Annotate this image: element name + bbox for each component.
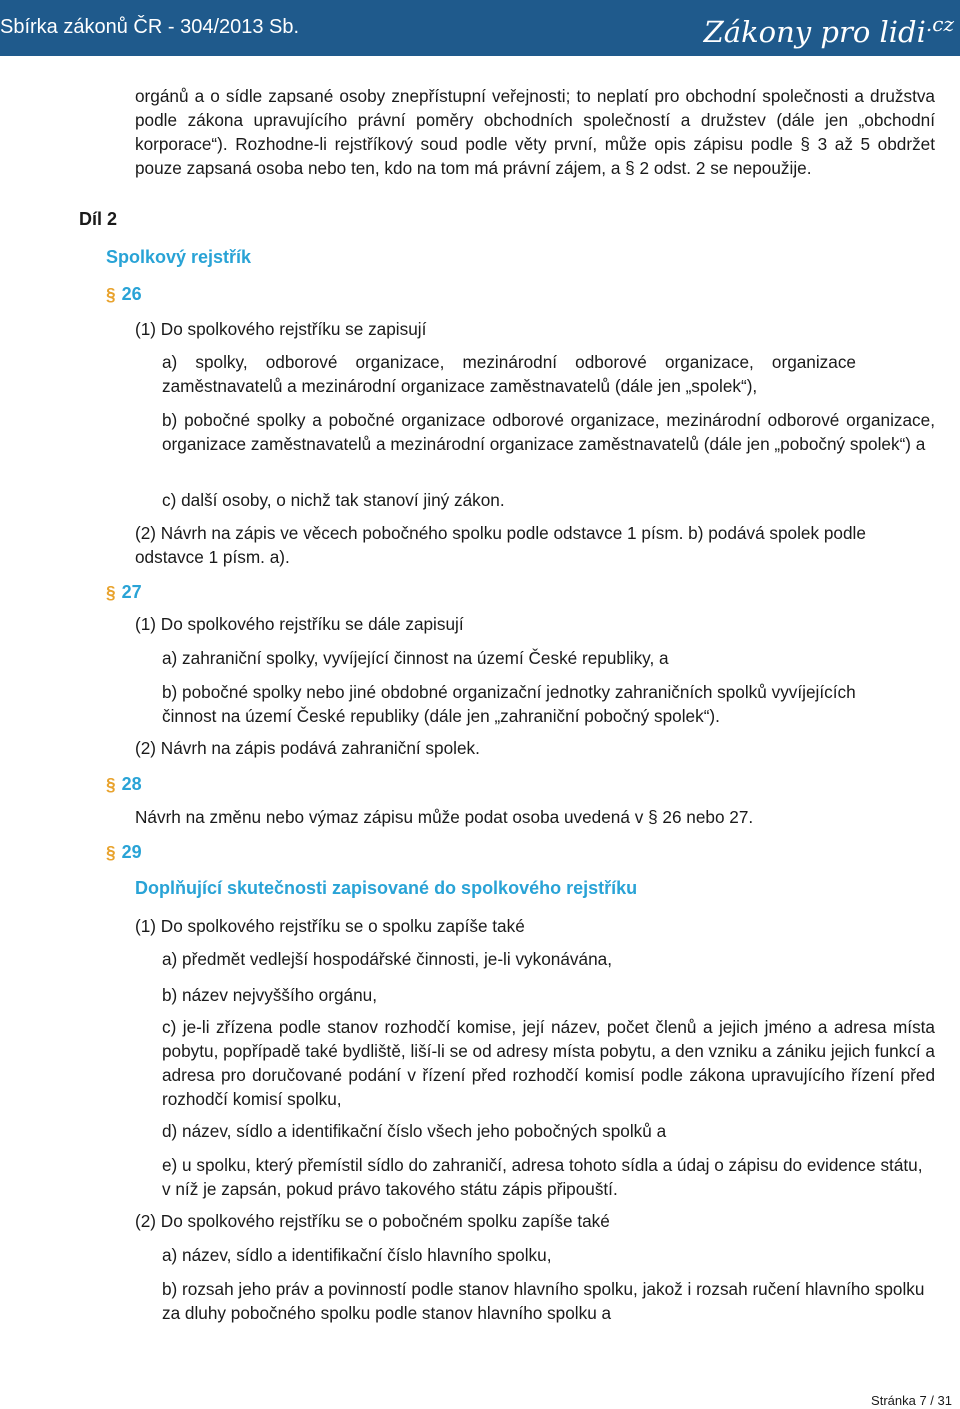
s27-paragraph-1: (1) Do spolkového rejstříku se dále zapisují	[135, 614, 464, 634]
intro-paragraph: orgánů a o sídle zapsané osoby znepřístupní veřejnosti; to neplatí pro obchodní společnosti a družstva podle zákona upravujícího právní poměry obchodních společností a družstev (dále jen „obchodní korporace“). Rozhodne-li rejstříkový soud podle věty první, může opis zápisu podle § 3 až 5 obdržet pouze zapsaná osoba nebo ten, kdo na tom má právní zájem, a § 2 odst. 2 se nepoužije.	[135, 86, 935, 178]
header-bar	[0, 0, 960, 56]
section-number: 27	[121, 582, 142, 602]
section-number: 29	[121, 842, 142, 862]
section-number: 26	[121, 284, 142, 304]
section-mark: §	[106, 284, 116, 304]
logo-suffix: .cz	[925, 12, 954, 36]
s26-paragraph-1: (1) Do spolkového rejstříku se zapisují	[135, 319, 427, 339]
site-logo[interactable]	[704, 4, 954, 52]
s29-item-d: d) název, sídlo a identifikační číslo všech jeho pobočných spolků a	[162, 1121, 667, 1141]
section-26-heading	[106, 282, 142, 306]
logo-text: Zákony pro lidi	[703, 15, 926, 49]
s27-paragraph-2: (2) Návrh na zápis podává zahraniční spolek.	[135, 738, 480, 758]
s27-item-a: a) zahraniční spolky, vyvíjející činnost na území České republiky, a	[162, 648, 669, 668]
s29-p2-item-a: a) název, sídlo a identifikační číslo hlavního spolku,	[162, 1245, 552, 1265]
section-28-heading	[106, 772, 142, 796]
page-number: Stránka 7 / 31	[871, 1393, 952, 1408]
s26-item-b: b) pobočné spolky a pobočné organizace odborové organizace, mezinárodní odborové organizace, organizace zaměstnavatelů a mezinárodní organizace zaměstnavatelů (dále jen „pobočný spolek“) a	[162, 410, 935, 454]
s29-item-a: a) předmět vedlejší hospodářské činnosti, je-li vykonávána,	[162, 949, 612, 969]
s28-text: Návrh na změnu nebo výmaz zápisu může podat osoba uvedená v § 26 nebo 27.	[135, 807, 754, 827]
document-title: Sbírka zákonů ČR - 304/2013 Sb.	[0, 16, 300, 38]
s26-paragraph-2: (2) Návrh na zápis ve věcech pobočného spolku podle odstavce 1 písm. b) podává spolek podle odstavce 1 písm. a).	[135, 523, 866, 567]
section-mark: §	[106, 582, 116, 602]
s29-item-e: e) u spolku, který přemístil sídlo do zahraničí, adresa tohoto sídla a údaj o zápisu do evidence státu, v níž je zapsán, pokud právo takového státu zápis připouští.	[162, 1155, 923, 1199]
s29-paragraph-1: (1) Do spolkového rejstříku se o spolku zapíše také	[135, 916, 525, 936]
section-number: 28	[121, 774, 142, 794]
section-29-heading	[106, 840, 142, 864]
s29-item-b: b) název nejvyššího orgánu,	[162, 985, 377, 1005]
s27-item-b: b) pobočné spolky nebo jiné obdobné organizační jednotky zahraničních spolků vyvíjejících činnost na území České republiky (dále jen „zahraniční pobočný spolek“).	[162, 682, 856, 726]
s29-title: Doplňující skutečnosti zapisované do spolkového rejstříku	[135, 878, 638, 898]
s26-item-a: a) spolky, odborové organizace, mezinárodní odborové organizace, organizace zaměstnavatelů a mezinárodní organizace zaměstnavatelů (dále jen „spolek“),	[162, 352, 856, 396]
s29-paragraph-2: (2) Do spolkového rejstříku se o pobočném spolku zapíše také	[135, 1211, 610, 1231]
s29-item-c: c) je-li zřízena podle stanov rozhodčí komise, její název, počet členů a jejich jméno a adresa místa pobytu, popřípadě také bydliště, liší-li se od adresy místa pobytu, a den vzniku a zániku jejich funkcí a adresa pro doručované podání v řízení před rozhodčí komisí podle zákona upravujícího řízení před rozhodčí komisí spolku,	[162, 1017, 935, 1109]
section-mark: §	[106, 774, 116, 794]
part-title: Spolkový rejstřík	[106, 247, 252, 267]
s26-item-c: c) další osoby, o nichž tak stanoví jiný zákon.	[162, 490, 505, 510]
s29-p2-item-b: b) rozsah jeho práv a povinností podle stanov hlavního spolku, jakož i rozsah ručení hlavního spolku za dluhy pobočného spolku podle stanov hlavního spolku a	[162, 1279, 925, 1323]
part-label: Díl 2	[79, 209, 118, 229]
section-mark: §	[106, 842, 116, 862]
section-27-heading	[106, 580, 142, 604]
